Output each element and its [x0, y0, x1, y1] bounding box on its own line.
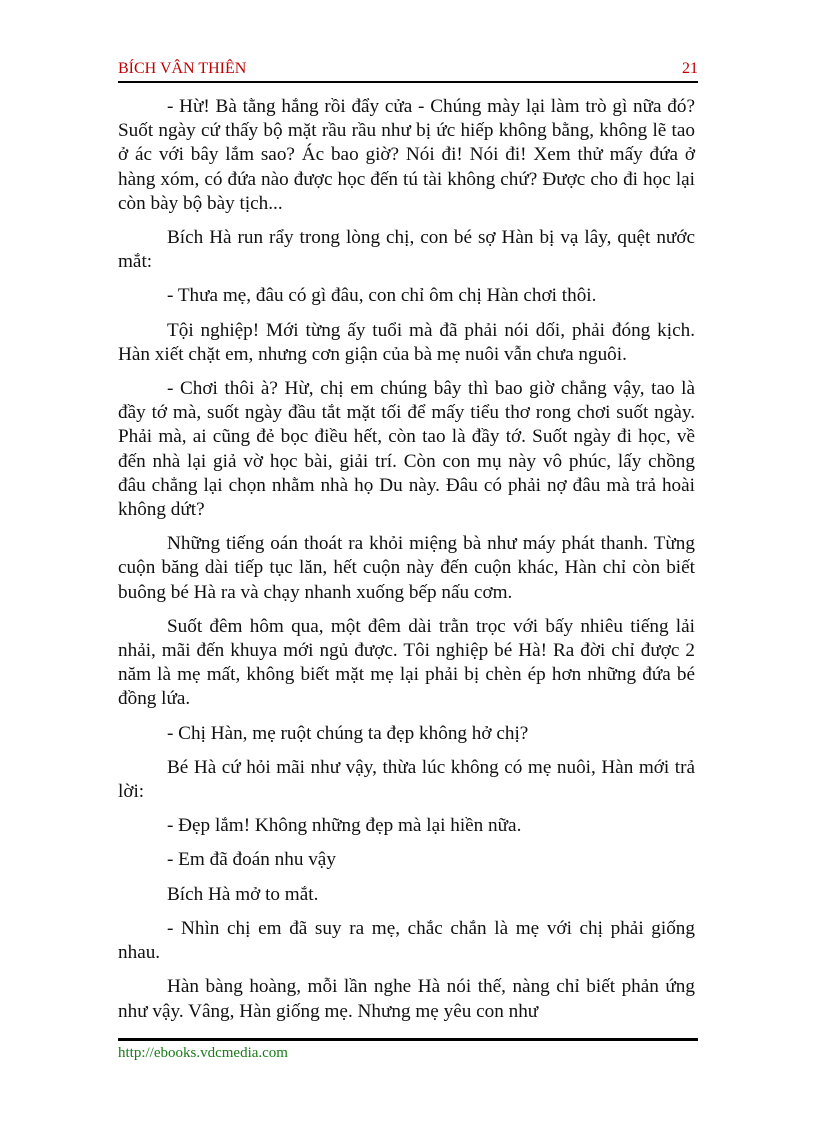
page-body	[118, 95, 695, 1034]
paragraph: - Em đã đoán nhu vậy	[167, 849, 336, 871]
footer-link[interactable]: http://ebooks.vdcmedia.com	[118, 1045, 288, 1061]
header-divider	[118, 81, 698, 83]
page-number: 21	[682, 60, 698, 77]
footer-divider	[118, 1038, 698, 1041]
paragraph: - Nhìn chị em đã suy ra mẹ, chắc chắn là mẹ với chị phải giống nhau.	[118, 917, 695, 964]
page-header	[118, 60, 698, 78]
paragraph: Bích Hà run rẩy trong lòng chị, con bé sợ Hàn bị vạ lây, quệt nước mắt:	[118, 227, 695, 273]
paragraph: Những tiếng oán thoát ra khỏi miệng bà như máy phát thanh. Từng cuộn băng dài tiếp tục lăn, hết cuộn này đến cuộn khác, Hàn chỉ còn biết buông bé Hà ra và chạy nhanh xuống bếp nấu cơm.	[118, 533, 695, 603]
paragraph: Tội nghiệp! Mới từng ấy tuổi mà đã phải nói dối, phải đóng kịch. Hàn xiết chặt em, nhưng cơn giận của bà mẹ nuôi vẫn chưa nguôi.	[118, 319, 695, 365]
paragraph: Bích Hà mở to mắt.	[167, 883, 319, 905]
paragraph: Suốt đêm hôm qua, một đêm dài trằn trọc với bấy nhiêu tiếng lải nhải, mãi đến khuya mới ngủ được. Tôi nghiệp bé Hà! Ra đời chỉ được 2 năm là mẹ mất, không biết mặt mẹ lại phải bị chèn ép hơn những đứa bé đồng lứa.	[118, 615, 695, 710]
paragraph: Hàn bàng hoàng, mỗi lần nghe Hà nói thế, nàng chỉ biết phản ứng như vậy. Vâng, Hàn giống mẹ. Nhưng mẹ yêu con như	[118, 976, 695, 1022]
paragraph: - Thưa mẹ, đâu có gì đâu, con chỉ ôm chị Hàn chơi thôi.	[167, 285, 597, 307]
paragraph: - Chị Hàn, mẹ ruột chúng ta đẹp không hở chị?	[167, 722, 529, 744]
paragraph: - Đẹp lắm! Không những đẹp mà lại hiền nữa.	[167, 815, 522, 837]
paragraph: - Chơi thôi à? Hừ, chị em chúng bây thì bao giờ chẳng vậy, tao là đầy tớ mà, suốt ngày đầu tắt mặt tối để mấy tiểu thơ rong chơi suốt ngày. Phải mà, ai cũng đẻ bọc điều hết, còn tao là đầy tớ. Suốt ngày đi học, về đến nhà lại giả vờ học bài, giải trí. Còn con mụ này vô phúc, lấy chồng đâu chẳng lại chọn nhằm nhà họ Du này. Đâu có phải nợ đâu mà trả hoài không dứt?	[118, 378, 695, 521]
book-title: BÍCH VÂN THIÊN	[118, 60, 247, 77]
paragraph: - Hừ! Bà tằng hắng rồi đẩy cửa - Chúng mày lại làm trò gì nữa đó? Suốt ngày cứ thấy bộ mặt rầu rầu như bị ức hiếp không bằng, không lẽ tao ở ác với bây lắm sao? Ác bao giờ? Nói đi! Nói đi! Xem thử mấy đứa ở hàng xóm, có đứa nào được học đến tú tài không chứ? Được cho đi học lại còn bày bộ bày tịch...	[118, 96, 695, 214]
paragraph: Bé Hà cứ hỏi mãi như vậy, thừa lúc không có mẹ nuôi, Hàn mới trả lời:	[118, 756, 695, 803]
